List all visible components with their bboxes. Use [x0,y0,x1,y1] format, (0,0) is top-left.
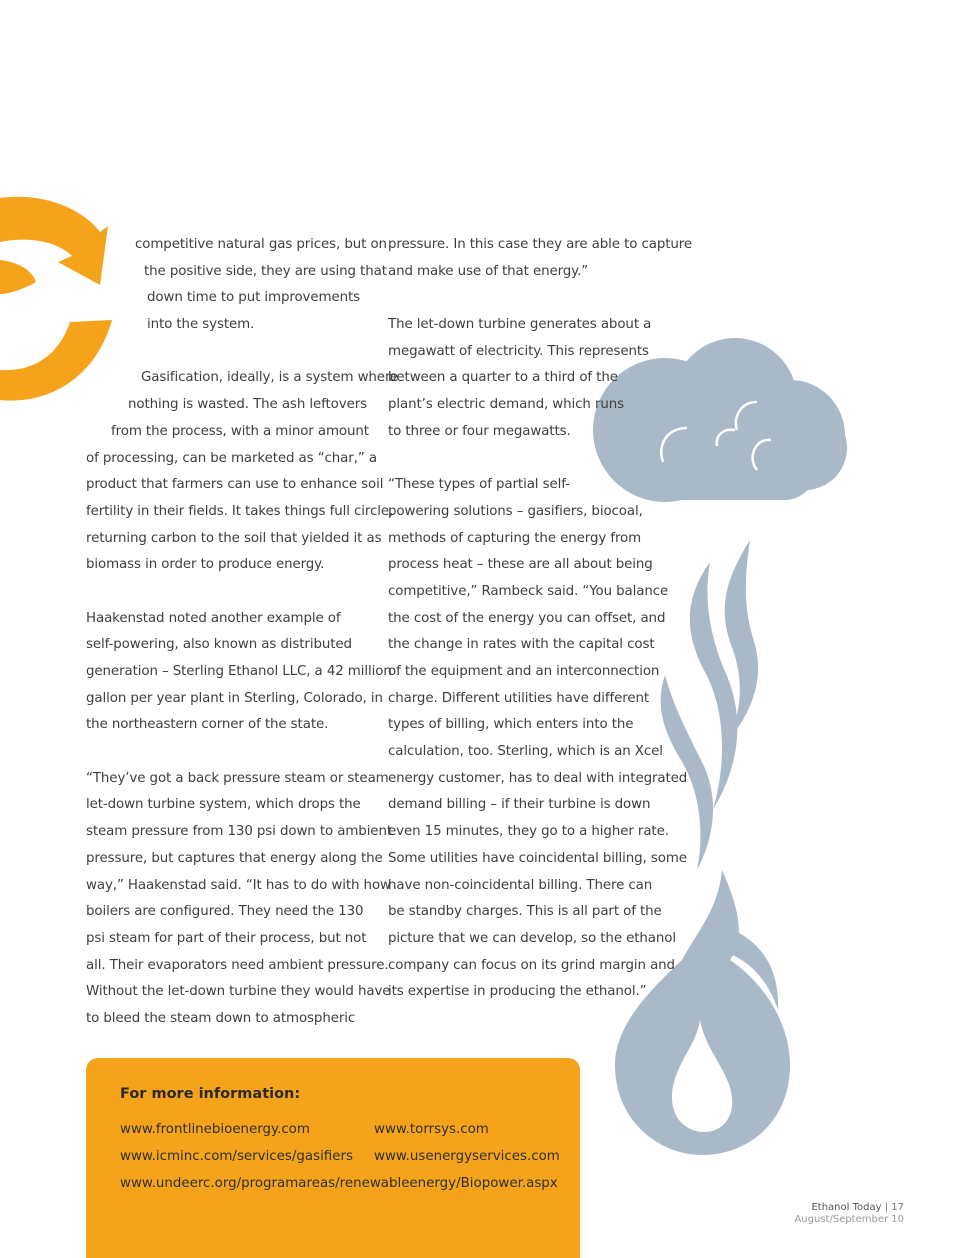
info-box-title: For more information: [120,1086,301,1102]
text-line: nothing is wasted. The ash leftovers [128,397,367,413]
text-line: competitive natural gas prices, but on [135,237,387,252]
text-line: from the process, with a minor amount [111,423,369,439]
text-line: picture that we can develop, so the ethanol [388,930,676,946]
text-line [388,285,678,312]
text-line: all. Their evaporators need ambient pressure. [86,957,389,973]
footer-separator: | [884,1202,889,1213]
text-line: the cost of the energy you can offset, and [388,610,666,626]
text-line: psi steam for part of their process, but not [86,930,367,946]
text-line: between a quarter to a third of the [388,370,618,386]
text-line: steam pressure from 130 psi down to ambient [86,824,392,840]
text-line: way,” Haakenstad said. “It has to do with how [86,877,391,893]
text-line: process heat – these are all about being [388,557,653,573]
info-link-torrsys[interactable]: www.torrsys.com [374,1122,489,1137]
text-line: to three or four megawatts. [388,423,571,439]
text-line: pressure, but captures that energy along the [86,850,383,866]
text-line: let-down turbine system, which drops the [86,797,361,813]
text-line: competitive,” Rambeck said. “You balance [388,583,669,599]
text-line: returning carbon to the soil that yielded it as [86,530,382,546]
text-line: boilers are configured. They need the 130 [86,904,364,920]
text-line: charge. Different utilities have different [388,690,650,706]
text-line: down time to put improvements [147,290,361,306]
text-line: Gasification, ideally, is a system where [141,370,399,386]
info-link-frontline[interactable]: www.frontlinebioenergy.com [120,1122,310,1137]
text-line: Without the let-down turbine they would have [86,984,391,1000]
page-footer [794,1202,904,1226]
info-link-usenergy[interactable]: www.usenergyservices.com [374,1149,560,1164]
text-line: powering solutions – gasifiers, biocoal, [388,503,643,519]
text-line: have non-coincidental billing. There can [388,877,653,893]
text-line: The let-down turbine generates about a [388,317,652,333]
info-link-undeerc[interactable]: www.undeerc.org/programareas/renewableenergy/Biopower.aspx [120,1176,558,1191]
text-line: be standby charges. This is all part of the [388,904,662,920]
text-line: the northeastern corner of the state. [86,717,329,733]
text-line: and make use of that energy.” [388,263,589,279]
left-text-column [0,232,399,1033]
text-line: pressure. In this case they are able to capture [388,237,693,252]
text-line: methods of capturing the energy from [388,530,642,546]
text-line [0,339,380,366]
text-line: company can focus on its grind margin and [388,957,675,973]
text-line: the change in rates with the capital cost [388,637,655,653]
text-line: to bleed the steam down to atmospheric [86,1010,356,1026]
text-line: its expertise in producing the ethanol.” [388,984,647,1000]
text-line: “These types of partial self- [388,477,570,493]
text-line: biomass in order to produce energy. [86,557,325,573]
text-line: calculation, too. Sterling, which is an Xcel [388,744,663,760]
text-line: demand billing – if their turbine is down [388,797,651,813]
text-line: megawatt of electricity. This represents [388,343,649,359]
text-line: product that farmers can use to enhance soil [86,477,384,493]
text-line: the positive side, they are using that [144,263,387,279]
text-line: energy customer, has to deal with integrated [388,770,688,786]
text-line: “They’ve got a back pressure steam or steam [86,770,389,786]
text-line: of processing, can be marketed as “char,” a [86,450,377,466]
text-line: self-powering, also known as distributed [86,637,352,653]
issue-date: August/September 10 [794,1214,904,1225]
publication-name: Ethanol Today [811,1202,882,1213]
text-line: of the equipment and an interconnection [388,664,660,679]
text-line: plant’s electric demand, which runs [388,397,625,413]
text-line: into the system. [147,317,255,333]
text-line: types of billing, which enters into the [388,717,634,733]
right-text-column [388,232,693,1006]
text-line: Some utilities have coincidental billing, some [388,850,687,866]
text-line: fertility in their fields. It takes things full circle, [86,503,394,519]
page-number: 17 [891,1202,904,1213]
info-box [86,1058,580,1258]
text-line: Haakenstad noted another example of [86,610,341,626]
info-link-icminc[interactable]: www.icminc.com/services/gasifiers [120,1149,353,1164]
text-line [388,446,678,473]
text-line [0,739,380,766]
text-line [0,579,380,606]
text-line: generation – Sterling Ethanol LLC, a 42 million [86,664,392,679]
text-line: even 15 minutes, they go to a higher rate. [388,824,669,840]
text-line: gallon per year plant in Sterling, Colorado, in [86,690,383,706]
